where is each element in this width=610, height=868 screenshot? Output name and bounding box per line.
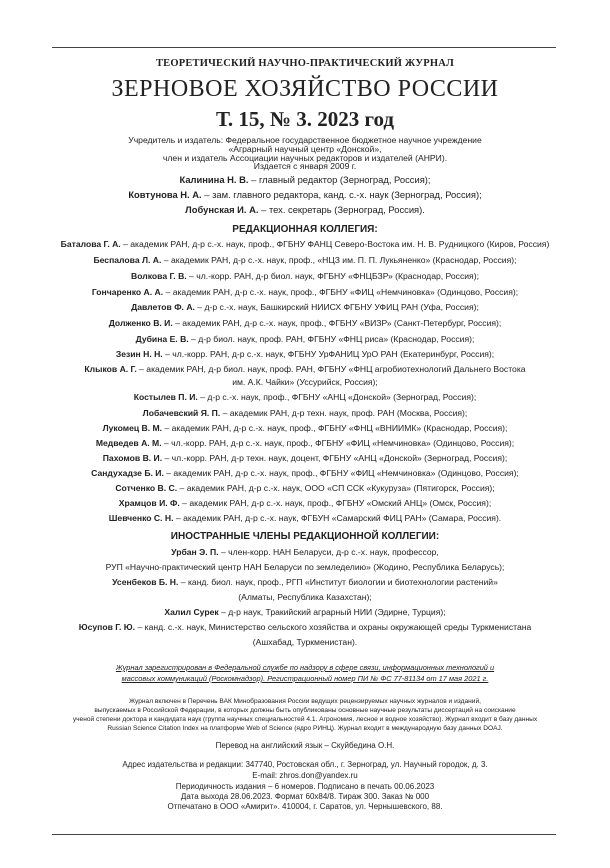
board-member: Клыков А. Г. – академик РАН, д-р биол. наук, проф. РАН, ФГБНУ «ФНЦ агробиотехнологий Дальнего Востока [84,364,526,374]
imprint-address: Адрес издательства и редакции: 347740, Ростовская обл., г. Зерноград, ул. Научный городок, д. 3. [122,760,488,769]
editor-row: Калинина Н. В. – главный редактор (Зерноград, Россия); [179,174,431,185]
registration-line-2: массовых коммуникаций (Роскомнадзор). Регистрационный номер ПИ № ФС 77-81134 от 17 мая 2021 г. [121,674,489,683]
imprint-email: E-mail: zhros.don@yandex.ru [252,771,358,780]
board-member: Храмцов И. Ф. – академик РАН, д-р с.-х. наук, проф., ФГБНУ «Омский АНЦ» (Омск, Россия); [118,498,492,508]
board-heading: РЕДАКЦИОННАЯ КОЛЛЕГИЯ: [232,224,378,235]
editor-row: Ковтунова Н. А. – зам. главного редактора, канд. с.-х. наук (Зерноград, Россия); [128,189,482,200]
board-member: Сандухадзе Б. И. – академик РАН, д-р с.-х. наук, проф., ФГБНУ «ФИЦ «Немчиновка» (Одинцово, Россия); [91,468,519,478]
board-member: Гончаренко А. А. – академик РАН, д-р с.-х. наук, проф., ФГБНУ «ФИЦ «Немчиновка» (Одинцово, Россия); [91,287,519,297]
board-member: Сотченко В. С. – академик РАН, д-р с.-х. наук, ООО «СП ССК «Кукуруза» (Пятигорск, Россия); [115,483,495,493]
board-member: Лобачевский Я. П. – академик РАН, д-р техн. наук, проф. РАН (Москва, Россия); [142,408,468,418]
foreign-member: Усенбеков Б. Н. – канд. биол. наук, проф., РГП «Институт биологии и биотехнологии растений» [112,577,498,587]
board-member: Шевченко С. Н. – академик РАН, д-р с.-х. наук, ФГБУН «Самарский ФИЦ РАН» (Самара, Россия). [108,513,502,523]
vak-line-4: Russian Science Citation Index на платформе Web of Science (ядро РИНЦ). Журнал входит в международную базу данных DOAJ. [107,725,503,732]
bottom-rule [52,834,556,835]
foreign-member-affiliation: (Алматы, Республика Казахстан); [238,592,372,602]
founder-line-2: «Аграрный научный центр «Донской», [228,144,382,154]
top-rule [52,47,556,48]
journal-title: ЗЕРНОВОЕ ХОЗЯЙСТВО РОССИИ [111,76,499,102]
board-member: Баталова Г. А. – академик РАН, д-р с.-х. наук, проф., ФГБНУ ФАНЦ Северо-Востока им. Н. В. Рудницкого (Киров, Россия) [60,239,550,249]
imprint-release: Дата выхода 28.06.2023. Формат 60х84/8. Тираж 300. Заказ № 000 [180,792,430,801]
journal-issue: Т. 15, № 3. 2023 год [215,107,395,131]
registration-line-1: Журнал зарегистрирован в Федеральной службе по надзору в сфере связи, информационных технологий и [115,663,495,672]
board-member: Волкова Г. В. – чл.-корр. РАН, д-р биол. наук, ФГБНУ «ФНЦБЗР» (Краснодар, Россия); [131,271,479,281]
founder-line-1: Учредитель и издатель: Федеральное государственное бюджетное научное учреждение [128,135,482,145]
foreign-member: Урбан Э. П. – член-корр. НАН Беларуси, д-р с.-х. наук, профессор, [171,547,439,557]
board-member-continued: им. А.К. Чайки» (Уссурийск, Россия); [232,377,378,387]
journal-type: ТЕОРЕТИЧЕСКИЙ НАУЧНО-ПРАКТИЧЕСКИЙ ЖУРНАЛ [155,58,455,69]
vak-line-3: ученой степени доктора и кандидата наук (группа научных специальностей 4.1. Агрономия, лесное и водное хозяйство). Журнал входит в базу данных [72,716,538,723]
board-member: Зезин Н. Н. – чл.-корр. РАН, д-р с.-х. наук, ФГБНУ УрФАНИЦ УрО РАН (Екатеринбург, Россия); [115,349,495,359]
foreign-heading: ИНОСТРАННЫЕ ЧЛЕНЫ РЕДАКЦИОННОЙ КОЛЛЕГИИ: [170,531,440,542]
board-member: Долженко В. И. – академик РАН, д-р с.-х. наук, проф., ФГБНУ «ВИЗР» (Санкт-Петербург, Россия); [108,318,502,328]
foreign-member: Халил Сурек – д-р наук, Тракийский аграрный НИИ (Эдирне, Турция); [164,607,446,617]
founder-line-3: член и издатель Ассоциации научных редакторов и издателей (АНРИ). [162,153,448,163]
board-member: Давлетов Ф. А. – д-р с.-х. наук, Башкирский НИИСХ ФГБНУ УФИЦ РАН (Уфа, Россия); [131,302,479,312]
translation-credit: Перевод на английский язык – Скуйбедина О.Н. [215,741,395,750]
board-member: Костылев П. И. – д-р с.-х. наук, проф., ФГБНУ «АНЦ «Донской» (Зерноград, Россия); [133,392,477,402]
editor-row: Лобунская И. А. – тех. секретарь (Зерноград, Россия). [185,204,425,215]
foreign-member: Юсупов Г. Ю. – канд. с.-х. наук, Министерство сельского хозяйства и охраны окружающей среды Туркменистана [78,622,532,632]
vak-line-1: Журнал включен в Перечень ВАК Минобразования России ведущих рецензируемых научных журналов и изданий, [128,698,481,705]
foreign-member-affiliation: (Ашхабад, Туркменистан). [252,637,358,647]
founder-line-4: Издается с января 2009 г. [253,161,357,171]
imprint-printed: Отпечатано в ООО «Амирит». 410004, г. Саратов, ул. Чернышевского, 88. [167,802,443,811]
board-member: Беспалова Л. А. – академик РАН, д-р с.-х. наук, проф., «НЦЗ им. П. П. Лукьяненко» (Краснодар, Россия); [93,255,517,265]
vak-line-2: выпускаемых в Российской Федерации, в которых должны быть опубликованы основные научные результаты диссертаций на соискание [94,707,516,714]
board-member: Медведев А. М. – чл.-корр. РАН, д-р с.-х. наук, проф., ФГБНУ «ФИЦ «Немчиновка» (Одинцово, Россия); [95,438,515,448]
board-member: Пахомов В. И. – чл.-корр. РАН, д-р техн. наук, доцент, ФГБНУ «АНЦ «Донской» (Зерноград, Россия); [102,453,508,463]
foreign-member-affiliation: РУП «Научно-практический центр НАН Беларуси по земледелию» (Жодино, Республика Беларусь); [105,562,505,572]
board-member: Дубина Е. В. – д-р биол. наук, проф. РАН, ФГБНУ «ФНЦ риса» (Краснодар, Россия); [135,334,475,344]
imprint-periodicity: Периодичность издания – 6 номеров. Подписано в печать 00.06.2023 [175,782,435,791]
board-member: Лукомец В. М. – академик РАН, д-р с.-х. наук, проф., ФГБНУ «ФНЦ «ВНИИМК» (Краснодар, Россия); [102,423,508,433]
